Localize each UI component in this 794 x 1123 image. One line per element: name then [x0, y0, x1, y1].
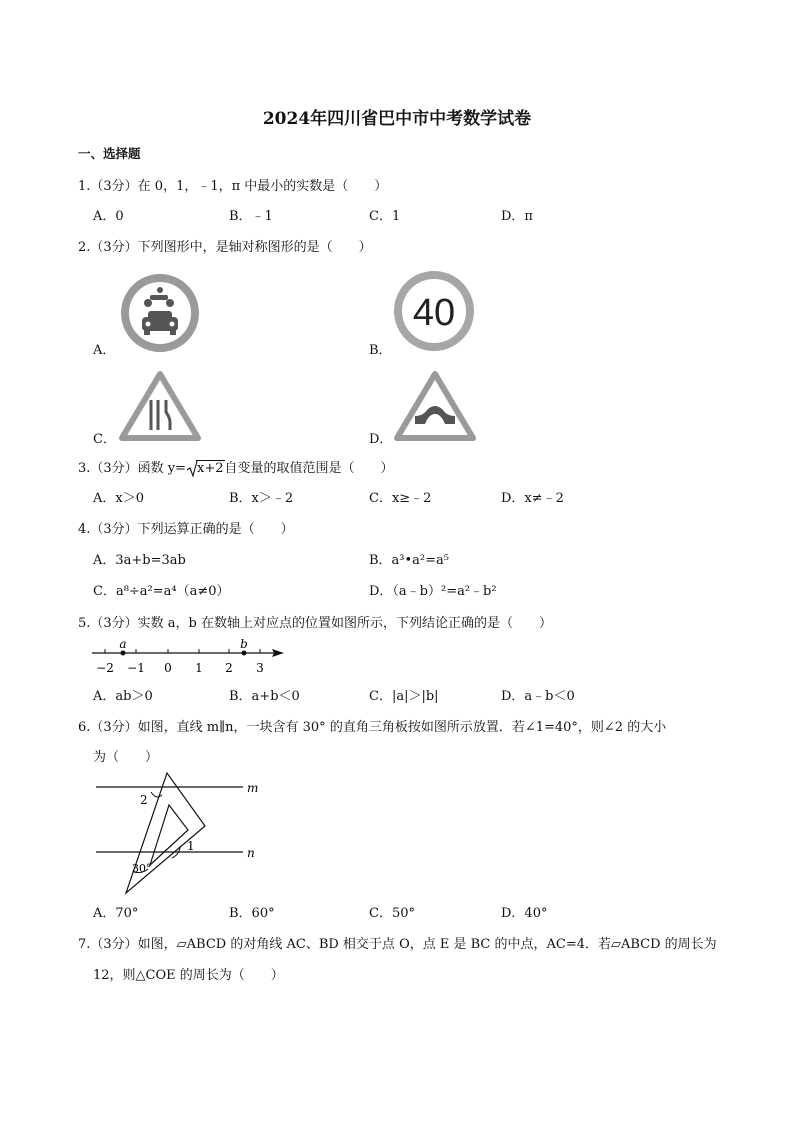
- question-4-option-a: A．3a+b=3ab: [93, 553, 186, 568]
- question-7-stem-line1: 7.（3分）如图，▱ABCD 的对角线 AC、BD 相交于点 O，点 E 是 BC 的中点，AC=4．若▱ABCD 的周长为: [78, 937, 717, 952]
- speed-limit-text: 40: [412, 292, 456, 334]
- question-2-option-d: D．: [369, 432, 393, 447]
- question-6-option-b: B．60°: [229, 906, 275, 921]
- question-6-option-d: D．40°: [501, 906, 548, 921]
- speed-limit-sign-icon: [393, 270, 475, 352]
- question-1-stem: 1.（3分）在 0，1，﹣1，π 中最小的实数是（ ）: [78, 179, 388, 194]
- point-b-dot: [242, 651, 247, 656]
- point-b-label: b: [240, 637, 248, 651]
- question-4-option-c: C．a⁸÷a²=a⁴（a≠0）: [93, 584, 230, 599]
- question-2-stem: 2.（3分）下列图形中，是轴对称图形的是（ ）: [78, 240, 372, 255]
- question-1-option-b: B．﹣1: [229, 209, 273, 224]
- question-2-option-c: C．: [93, 432, 116, 447]
- page-title: 2024年四川省巴中市中考数学试卷: [262, 109, 532, 129]
- question-6-option-a: A．70°: [93, 906, 139, 921]
- question-4-option-d: D．（a﹣b）²=a²﹣b²: [369, 584, 497, 599]
- question-6-stem-line2: 为（ ）: [93, 750, 159, 765]
- question-4-option-b: B．a³•a²=a⁵: [369, 553, 449, 568]
- traffic-sign-no-vehicles-icon: [120, 273, 200, 353]
- square-root: [186, 461, 225, 476]
- question-5-option-d: D．a﹣b＜0: [501, 689, 575, 704]
- question-1-option-c: C．1: [369, 209, 401, 224]
- radical-sign-icon: [186, 460, 198, 478]
- point-a-dot: [121, 651, 126, 656]
- tick-label: 2: [225, 661, 233, 675]
- question-3-stem-prefix: 3.（3分）函数 y=: [78, 461, 187, 476]
- parallel-lines-triangle-figure: [90, 770, 270, 896]
- question-6-option-c: C．50°: [369, 906, 415, 921]
- question-4-stem: 4.（3分）下列运算正确的是（ ）: [78, 522, 294, 537]
- hump-bridge-sign-icon: [393, 370, 477, 442]
- question-2-option-b: B．: [369, 343, 392, 358]
- label-m: m: [247, 781, 259, 795]
- question-5-option-a: A．ab＞0: [93, 689, 153, 704]
- label-angle-2: 2: [140, 793, 148, 807]
- question-3-stem: [78, 457, 394, 476]
- question-7-stem-line2: 12，则△COE 的周长为（ ）: [93, 968, 284, 983]
- question-6-stem-line1: 6.（3分）如图，直线 m∥n，一块含有 30° 的直角三角板按如图所示放置．若∠1=40°，则∠2 的大小: [78, 720, 667, 735]
- outer-triangle: [126, 773, 205, 893]
- question-3-option-c: C．x≥﹣2: [369, 491, 432, 506]
- road-narrows-sign-icon: [118, 370, 202, 442]
- number-line-figure: [90, 636, 290, 678]
- question-3-stem-suffix: 自变量的取值范围是（ ）: [224, 461, 394, 476]
- label-angle-1: 1: [187, 839, 195, 853]
- section-heading: 一、选择题: [78, 146, 141, 161]
- point-a-label: a: [119, 637, 127, 651]
- question-3-option-a: A．x＞0: [93, 491, 144, 506]
- question-5-option-c: C．|a|＞|b|: [369, 689, 439, 704]
- tick-label: 0: [164, 661, 172, 675]
- tick-label: −1: [127, 661, 145, 675]
- tick-label: 1: [195, 661, 203, 675]
- question-3-option-d: D．x≠﹣2: [501, 491, 564, 506]
- tick-label: −2: [96, 661, 114, 675]
- label-n: n: [247, 846, 255, 860]
- question-5-option-b: B．a+b＜0: [229, 689, 300, 704]
- question-2-option-a: A．: [93, 343, 116, 358]
- radicand: x+2: [197, 461, 224, 476]
- question-5-stem: 5.（3分）实数 a，b 在数轴上对应点的位置如图所示，下列结论正确的是（ ）: [78, 616, 553, 631]
- question-1-option-a: A．0: [93, 209, 124, 224]
- question-3-option-b: B．x＞﹣2: [229, 491, 294, 506]
- label-angle-30: 30°: [132, 862, 152, 875]
- tick-label: 3: [256, 661, 264, 675]
- question-1-option-d: D．π: [501, 209, 533, 224]
